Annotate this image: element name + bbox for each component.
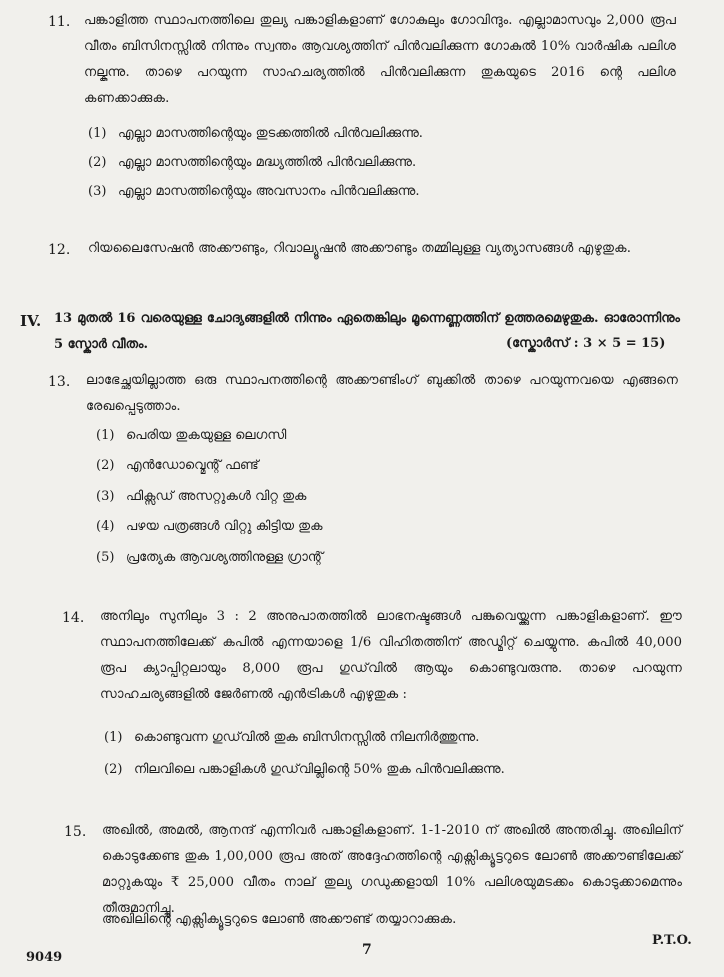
option-number: (1) bbox=[96, 428, 115, 443]
section-scores: (സ്കോർസ് : 3 × 5 = 15) bbox=[506, 336, 666, 351]
option-text: എൻഡോവ്മെന്റ് ഫണ്ട് bbox=[126, 458, 259, 473]
option-text: പെരിയ തുകയുള്ള ലെഗസി bbox=[126, 428, 287, 443]
q13-option-2 bbox=[96, 458, 259, 473]
q12-number: 12. bbox=[48, 242, 71, 258]
option-text: പഴയ പത്രങ്ങൾ വിറ്റു കിട്ടിയ തുക bbox=[126, 519, 323, 534]
option-text: കൊണ്ടുവന്ന ഗുഡ്‌വിൽ തുക ബിസിനസ്സിൽ നിലനിർത്തുന്നു. bbox=[134, 730, 480, 745]
q14-option-2 bbox=[104, 762, 505, 777]
q13-option-1 bbox=[96, 428, 286, 443]
pto-label: P.T.O. bbox=[652, 933, 692, 948]
option-number: (2) bbox=[104, 762, 123, 777]
q13-option-5 bbox=[96, 550, 323, 565]
q15-number: 15. bbox=[64, 824, 87, 840]
option-number: (1) bbox=[104, 730, 123, 745]
option-text: നിലവിലെ പങ്കാളികൾ ഗുഡ്‌വില്ലിന്റെ 50% തുക പിൻവലിക്കുന്നു. bbox=[134, 762, 505, 777]
question-paper-code: 9049 bbox=[26, 950, 63, 965]
q11-number: 11. bbox=[48, 14, 71, 30]
q11-option-1 bbox=[88, 126, 423, 141]
page-number: 7 bbox=[362, 942, 372, 958]
q14-option-1 bbox=[104, 730, 479, 745]
option-text: എല്ലാ മാസത്തിന്റെയും അവസാനം പിൻവലിക്കുന്നു. bbox=[118, 184, 420, 199]
option-text: എല്ലാ മാസത്തിന്റെയും മദ്ധ്യത്തിൽ പിൻവലിക്കുന്നു. bbox=[118, 155, 417, 170]
q15-text: അഖിൽ, അമൽ, ആനന്ദ് എന്നിവർ പങ്കാളികളാണ്. 1-1-2010 ന് അഖിൽ അന്തരിച്ചു. അഖിലിന് കൊടുക്കേണ്ട തുക 1,00,000 രൂപ അത് അദ്ദേഹത്തിന്റെ എക്സിക്യൂട്ടറുടെ ലോൺ അക്കൗണ്ടിലേക്ക് മാറ്റുകയും ₹ 25,000 വീതം നാല് തുല്യ ഗഡുക്കളായി 10% പലിശയുമടക്കം കൊടുക്കാമെന്നും തീരുമാനിച്ചു. bbox=[102, 823, 682, 916]
q15-instruction: അഖിലിന്റെ എക്സിക്യൂട്ടറുടെ ലോൺ അക്കൗണ്ട് തയ്യാറാക്കുക. bbox=[102, 912, 457, 927]
option-number: (2) bbox=[96, 458, 115, 473]
q12-text: റിയലൈസേഷൻ അക്കൗണ്ടും, റിവാല്യൂഷൻ അക്കൗണ്ടും തമ്മിലുള്ള വ്യത്യാസങ്ങൾ എഴുതുക. bbox=[88, 241, 631, 256]
section-number: IV. bbox=[20, 312, 42, 330]
option-number: (4) bbox=[96, 519, 115, 534]
q13-number: 13. bbox=[48, 374, 71, 390]
option-number: (3) bbox=[88, 184, 107, 199]
q13-option-3 bbox=[96, 489, 306, 504]
q11-option-2 bbox=[88, 155, 416, 170]
option-text: പ്രത്യേക ആവശ്യത്തിനുള്ള ഗ്രാന്റ് bbox=[126, 550, 324, 565]
q13-option-4 bbox=[96, 519, 323, 534]
q11-text: പങ്കാളിത്ത സ്ഥാപനത്തിലെ തുല്യ പങ്കാളികളാണ് ഗോകുലും ഗോവിന്ദും. എല്ലാമാസവും 2,000 രൂപ വീതം ബിസിനസ്സിൽ നിന്നും സ്വന്തം ആവശ്യത്തിന് പിൻവലിക്കുന്ന ഗോകുൽ 10% വാർഷിക പലിശ നല്കുന്നു. താഴെ പറയുന്ന സാഹചര്യത്തിൽ പിൻവലിക്കുന്ന തുകയുടെ 2016 ന്റെ പലിശ കണക്കാക്കുക. bbox=[84, 13, 676, 106]
section-instruction: 13 മുതൽ 16 വരെയുള്ള ചോദ്യങ്ങളിൽ നിന്നും ഏതെങ്കിലും മൂന്നെണ്ണത്തിന് ഉത്തരമെഴുതുക. ഓരോന്നിനും 5 സ്കോർ വീതം. bbox=[54, 311, 680, 352]
option-number: (1) bbox=[88, 126, 107, 141]
option-text: എല്ലാ മാസത്തിന്റെയും തുടക്കത്തിൽ പിൻവലിക്കുന്നു. bbox=[118, 126, 423, 141]
q14-number: 14. bbox=[62, 610, 85, 626]
option-number: (2) bbox=[88, 155, 107, 170]
option-number: (5) bbox=[96, 550, 115, 565]
q14-text: അനിലും സുനിലും 3 : 2 അനുപാതത്തിൽ ലാഭനഷ്ടങ്ങൾ പങ്കുവെയ്ക്കുന്ന പങ്കാളികളാണ്. ഈ സ്ഥാപനത്തിലേക്ക് കപിൽ എന്നയാളെ 1/6 വിഹിതത്തിന് അഡ്മിറ്റ് ചെയ്യുന്നു. കപിൽ 40,000 രൂപ ക്യാപ്പിറ്റലായും 8,000 രൂപ ഗുഡ്‌വിൽ ആയും കൊണ്ടുവരുന്നു. താഴെ പറയുന്ന സാഹചര്യങ്ങളിൽ ജേർണൽ എൻട്രികൾ എഴുതുക : bbox=[100, 609, 682, 702]
option-number: (3) bbox=[96, 489, 115, 504]
q13-text: ലാഭേച്ഛയില്ലാത്ത ഒരു സ്ഥാപനത്തിന്റെ അക്കൗണ്ടിംഗ് ബുക്കിൽ താഴെ പറയുന്നവയെ എങ്ങനെ രേഖപ്പെടുത്താം. bbox=[86, 373, 678, 414]
q11-option-3 bbox=[88, 184, 419, 199]
option-text: ഫിക്സഡ് അസറ്റുകൾ വിറ്റ തുക bbox=[126, 489, 307, 504]
